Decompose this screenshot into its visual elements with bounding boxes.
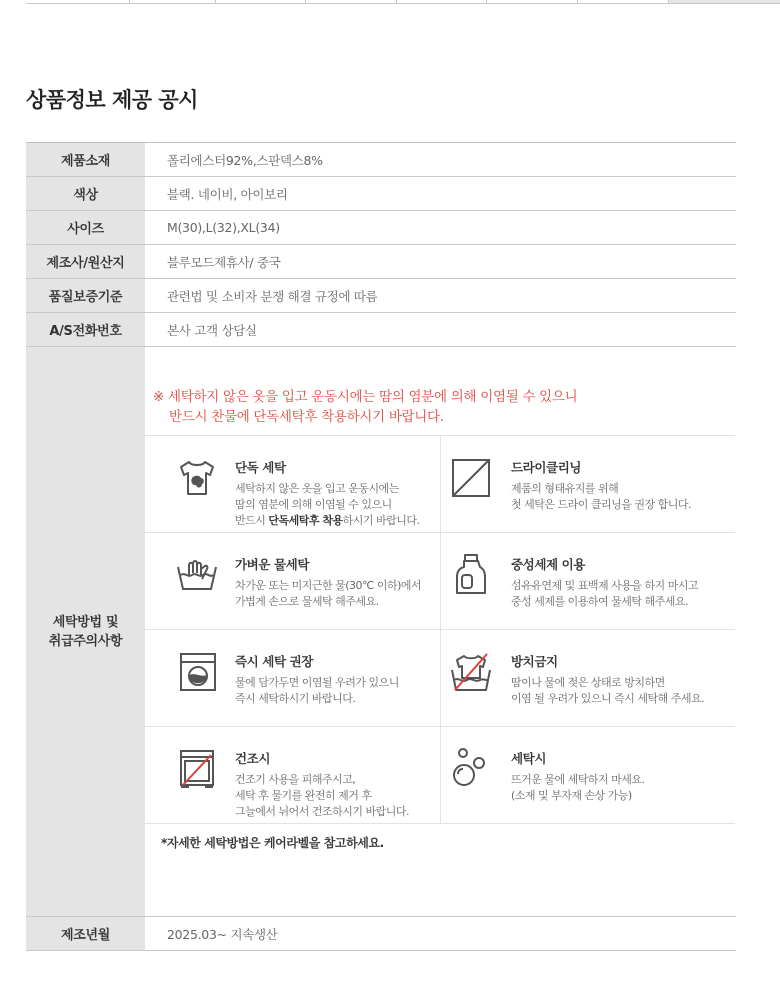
washing-machine-icon bbox=[175, 650, 219, 694]
row-label: A/S전화번호 bbox=[26, 313, 145, 346]
desc-line: 세탁 후 물기를 완전히 제거 후 bbox=[235, 789, 372, 802]
care-item-title: 단독 세탁 bbox=[235, 460, 286, 475]
row-value: M(30),L(32),XL(34) bbox=[167, 220, 280, 235]
hand-wash-icon bbox=[175, 553, 219, 597]
desc-bold: 단독세탁후 착용 bbox=[268, 514, 343, 527]
row-label: 색상 bbox=[26, 177, 145, 210]
care-grid-row bbox=[145, 630, 735, 727]
care-item-desc bbox=[511, 481, 691, 513]
care-grid-row bbox=[145, 436, 735, 533]
row-label: 품질보증기준 bbox=[26, 279, 145, 312]
desc-text: 하시기 바랍니다. bbox=[342, 514, 420, 527]
care-item-desc bbox=[235, 675, 399, 707]
desc-line: 뜨거운 물에 세탁하지 마세요. bbox=[511, 773, 645, 786]
care-item-title: 즉시 세탁 권장 bbox=[235, 654, 313, 669]
care-item-no-soaking bbox=[440, 630, 735, 726]
desc-line: 섬유유연제 및 표백제 사용을 하지 마시고 bbox=[511, 579, 699, 592]
tshirt-stain-icon bbox=[175, 456, 219, 500]
care-item-desc bbox=[511, 578, 698, 610]
row-label: 제조년월 bbox=[26, 917, 145, 950]
detergent-bottle-icon bbox=[449, 553, 493, 597]
care-item-hand-wash bbox=[145, 533, 440, 629]
care-item-desc bbox=[235, 772, 409, 820]
row-value: 블루모드제휴사/ 중국 bbox=[167, 254, 281, 270]
row-label: 사이즈 bbox=[26, 211, 145, 244]
desc-line: 그늘에서 뉘어서 건조하시기 바랍니다. bbox=[235, 805, 410, 818]
care-item-title: 가벼운 물세탁 bbox=[235, 557, 310, 572]
care-footnote: *자세한 세탁방법은 케어라벨을 참고하세요. bbox=[161, 836, 384, 850]
care-warning bbox=[153, 387, 577, 427]
care-item-desc bbox=[511, 772, 645, 804]
care-item-dry-clean bbox=[440, 436, 735, 532]
care-item-title: 드라이클리닝 bbox=[511, 460, 582, 475]
desc-line: (소재 및 부자재 손상 가능) bbox=[511, 789, 632, 802]
bubbles-icon bbox=[449, 747, 493, 791]
care-item-title: 건조시 bbox=[235, 751, 271, 766]
desc-line: 건조기 사용을 피해주시고, bbox=[235, 773, 356, 786]
desc-text: 반드시 bbox=[235, 514, 269, 527]
dry-clean-icon bbox=[449, 456, 493, 500]
row-label: 제조사/원산지 bbox=[26, 245, 145, 278]
table-row bbox=[26, 211, 736, 245]
desc-line: 첫 세탁은 드라이 클리닝을 권장 합니다. bbox=[511, 498, 691, 511]
desc-line: 중성 세제를 이용하여 물세탁 해주세요. bbox=[511, 595, 688, 608]
no-soak-icon bbox=[449, 650, 493, 694]
care-item-drying bbox=[145, 727, 440, 823]
care-item-immediate-wash bbox=[145, 630, 440, 726]
care-item-desc bbox=[511, 675, 704, 707]
top-tab-strip bbox=[26, 0, 780, 4]
row-label: 제품소재 bbox=[26, 143, 145, 176]
table-row bbox=[26, 177, 736, 211]
care-content bbox=[145, 347, 736, 916]
table-row bbox=[26, 917, 736, 951]
care-label-line1: 세탁방법 및 bbox=[52, 614, 119, 630]
care-item-title: 중성세제 이용 bbox=[511, 557, 586, 572]
care-item-neutral-detergent bbox=[440, 533, 735, 629]
care-item-desc bbox=[235, 578, 421, 610]
row-value: 2025.03~ 지속생산 bbox=[167, 926, 278, 942]
care-item-title: 세탁시 bbox=[511, 751, 547, 766]
care-grid-row bbox=[145, 533, 735, 630]
desc-line: 땀이나 물에 젖은 상태로 방치하면 bbox=[511, 676, 665, 689]
care-item-desc bbox=[235, 481, 419, 529]
row-value: 본사 고객 상담실 bbox=[167, 322, 257, 338]
table-row bbox=[26, 313, 736, 347]
care-grid bbox=[145, 435, 735, 824]
table-row bbox=[26, 279, 736, 313]
desc-line: 가볍게 손으로 물세탁 해주세요. bbox=[235, 595, 379, 608]
row-value: 관련법 및 소비자 분쟁 해결 규정에 따름 bbox=[167, 288, 378, 304]
no-dryer-icon bbox=[175, 747, 219, 791]
page-title: 상품정보 제공 공시 bbox=[26, 88, 198, 112]
row-value: 블랙. 네이비, 아이보리 bbox=[167, 186, 288, 202]
desc-line: 차가운 또는 미지근한 물(30℃ 이하)에서 bbox=[235, 579, 422, 592]
table-row bbox=[26, 245, 736, 279]
desc-line: 이염 될 우려가 있으니 즉시 세탁해 주세요. bbox=[511, 692, 705, 705]
care-label-line2: 취급주의사항 bbox=[48, 633, 123, 649]
desc-line bbox=[235, 513, 419, 529]
care-item-title: 방치금지 bbox=[511, 654, 558, 669]
product-info-table bbox=[26, 142, 736, 951]
desc-line: 즉시 세탁하시기 바랍니다. bbox=[235, 692, 356, 705]
care-label bbox=[26, 347, 145, 916]
desc-line: 땀의 염분에 의해 이염될 수 있으니 bbox=[235, 498, 392, 511]
desc-line: 세탁하지 않은 옷을 입고 운동시에는 bbox=[235, 482, 399, 495]
care-grid-row bbox=[145, 727, 735, 824]
care-item-washing bbox=[440, 727, 735, 823]
care-row bbox=[26, 347, 736, 917]
desc-line: 물에 담가두면 이염될 우려가 있으니 bbox=[235, 676, 399, 689]
warning-line2: 반드시 찬물에 단독세탁후 착용하시기 바랍니다. bbox=[169, 409, 444, 425]
row-value: 폴리에스터92%,스판덱스8% bbox=[167, 152, 323, 168]
care-item-solo-wash bbox=[145, 436, 440, 532]
warning-line1: ※ 세탁하지 않은 옷을 입고 운동시에는 땀의 염분에 의해 이염될 수 있으니 bbox=[153, 389, 578, 405]
table-row bbox=[26, 143, 736, 177]
desc-line: 제품의 형태유지를 위해 bbox=[511, 482, 619, 495]
